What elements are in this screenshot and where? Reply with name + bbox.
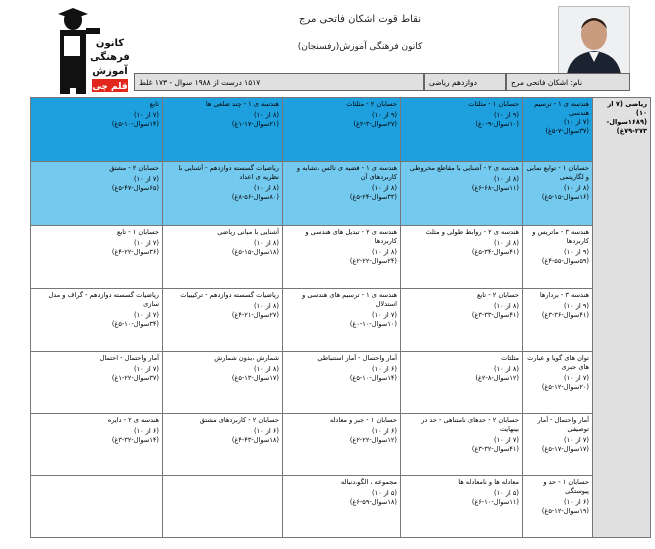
logo-word: فرهنگی <box>90 52 130 63</box>
topic-cell <box>163 162 283 226</box>
topic-answers: (۴۱سوال-۳۶-۳غ) <box>541 310 589 319</box>
topic-score: (۷ از ۱۰) <box>371 310 397 319</box>
table-row <box>31 476 651 538</box>
topic-score: (۸ از ۱۰) <box>493 364 519 373</box>
topic-cell <box>283 226 401 289</box>
topic-title: حسابان ۱ - توابع نمایی و لگاریتمی <box>526 164 589 181</box>
topic-cell-empty <box>31 476 163 538</box>
topic-score: (۹ از ۱۰) <box>371 110 397 119</box>
topic-answers: (۲۰سوال-۱۲-۵غ) <box>541 382 589 391</box>
topic-score: (۷ از ۱۰) <box>133 174 159 183</box>
topic-score: (۸ از ۱۰) <box>563 183 589 192</box>
topic-answers: (۱۸سوال-۵۹-۶غ) <box>349 497 397 506</box>
topic-score: (۵ از ۱۰) <box>371 488 397 497</box>
topic-answers: (۴۱سوال-۳۴-۵غ) <box>471 247 519 256</box>
topic-title: هندسه ۳ - بردارها <box>539 291 589 299</box>
topic-answers: (۳۳سوال-۲۴-۵غ) <box>349 192 397 201</box>
topic-cell <box>163 414 283 476</box>
topic-cell <box>523 226 593 289</box>
topic-score: (۹ از ۱۰) <box>563 247 589 256</box>
topic-cell <box>163 98 283 162</box>
topic-score: (۷ از ۱۰) <box>133 110 159 119</box>
topic-title: ریاضیات گسسته دوازدهم - گراف و مدل سازی <box>48 291 159 308</box>
topic-score: (۸ از ۱۰) <box>253 183 279 192</box>
topic-score: (۸ از ۱۰) <box>253 364 279 373</box>
topic-title: آشنایی با مبانی ریاضی <box>217 228 279 236</box>
student-grade: دوازدهم ریاضی <box>424 73 506 91</box>
topic-score: (۶ از ۱۰) <box>371 426 397 435</box>
topic-title: حسابان ۱ - تابع <box>116 228 159 236</box>
topic-cell <box>283 414 401 476</box>
topic-title: آمار واحتمال - احتمال <box>99 354 159 362</box>
topic-title: مجموعه ، الگو،دنباله <box>340 478 397 486</box>
topic-cell <box>163 289 283 352</box>
table-row <box>31 98 651 162</box>
topic-answers: (۵۹سوال-۵۵-۴غ) <box>541 256 589 265</box>
topic-score: (۹ از ۱۰) <box>493 110 519 119</box>
topic-cell <box>401 289 523 352</box>
topic-cell <box>401 162 523 226</box>
topic-answers: (۲۷سوال-۳-۲غ) <box>353 119 397 128</box>
topic-cell <box>283 162 401 226</box>
topic-answers: (۱۲سوال-۸-۲غ) <box>475 373 519 382</box>
student-stats: ۱۵۱۷ درست از ۱۹۸۸ سوال - ۱۷۳ غلط <box>134 73 424 91</box>
topic-title: ریاضیات گسسته دوازدهم - آشنایی با نظریه ی اعداد <box>178 164 279 181</box>
topic-score: (۸ از ۱۰) <box>371 247 397 256</box>
topic-title: هندسه ی ۱ - چند ضلعی ها <box>205 100 279 108</box>
topic-title: هندسه ی ۱ - ترسیم هندسی <box>534 100 589 117</box>
topic-answers: (۴۱سوال-۳۲-۳غ) <box>471 444 519 453</box>
table-row <box>31 414 651 476</box>
topic-answers: (۱۱سوال-۱۰-۶غ) <box>471 497 519 506</box>
table-row <box>31 352 651 414</box>
topic-score: (۶ از ۱۰) <box>253 426 279 435</box>
kanoon-logo <box>40 6 132 96</box>
table-row <box>31 162 651 226</box>
topic-score: (۷ از ۱۰) <box>493 435 519 444</box>
table-row <box>31 289 651 352</box>
topic-title: هندسه ی ۲ - دایره <box>107 416 159 424</box>
topic-title: حسابان ۲ - حدهای نامتناهی - حد در بینهایت <box>421 416 519 433</box>
topic-title: حسابان ۱ - جبر و معادله <box>329 416 397 424</box>
table-row <box>31 226 651 289</box>
topic-title: هندسه ۳ - ماتریس و کاربردها <box>532 228 589 245</box>
topic-cell <box>283 476 401 538</box>
topic-cell <box>523 162 593 226</box>
topic-score: (۸ از ۱۰) <box>253 238 279 247</box>
topic-title: حسابان ۲ - مثلثات <box>346 100 397 108</box>
topic-cell <box>31 226 163 289</box>
topic-title: هندسه ی ۱ - قضیه ی تالس ،تشابه و کاربردهای آن <box>296 164 397 181</box>
topic-title: شمارش ،بدون شمارش <box>214 354 279 362</box>
topic-score: (۷ از ۱۰) <box>133 364 159 373</box>
topic-answers: (۱۰سوال-۹-۰غ) <box>475 119 519 128</box>
topic-score: (۹ از ۱۰) <box>563 301 589 310</box>
topic-title: آمار واحتمال - آمار استنباطی <box>317 354 397 362</box>
topic-cell <box>523 476 593 538</box>
topic-cell <box>31 289 163 352</box>
topic-answers: (۱۴سوال-۳۲-۳غ) <box>111 435 159 444</box>
topic-cell-empty <box>163 476 283 538</box>
topic-cell <box>31 352 163 414</box>
topic-score: (۷ از ۱۰) <box>133 310 159 319</box>
topic-title: حسابان ۲ - مشتق <box>109 164 159 172</box>
topic-title: هندسه ی ۱ - ترسیم های هندسی و استدلال <box>302 291 397 308</box>
topic-answers: (۱۴سوال-۱۰-۵غ) <box>349 373 397 382</box>
topic-title: هندسه ی ۲ - روابط طولی و مثلث <box>425 228 519 236</box>
topic-title: توان های گویا و عبارت های جبری <box>527 354 589 371</box>
topic-cell <box>401 476 523 538</box>
logo-word: قلم چی <box>92 82 128 92</box>
topic-answers: (۱۱سوال-۶۸-۶غ) <box>471 183 519 192</box>
topic-cell <box>523 352 593 414</box>
topic-score: (۶ از ۱۰) <box>563 497 589 506</box>
topic-cell <box>163 226 283 289</box>
topic-title: حسابان ۲ - تابع <box>476 291 519 299</box>
student-info-bar <box>134 73 630 91</box>
topic-answers: (۲۷سوال-۲۱-۴غ) <box>231 310 279 319</box>
topic-cell <box>31 414 163 476</box>
topic-answers: (۱۸سوال-۴۳-۴غ) <box>231 435 279 444</box>
topic-answers: (۴۱سوال-۳۳-۳غ) <box>471 310 519 319</box>
topic-score: (۷ از ۱۰) <box>133 238 159 247</box>
topic-answers: (۲۴سوال-۲۲-۲غ) <box>349 256 397 265</box>
topic-answers: (۱۴سوال-۱۰-۵غ) <box>111 119 159 128</box>
topic-score: (۸ از ۱۰) <box>493 301 519 310</box>
topic-answers: (۲۱سوال-۱۷-۱غ) <box>231 119 279 128</box>
topic-score: (۷ از ۱۰) <box>563 435 589 444</box>
topic-cell <box>31 162 163 226</box>
topic-cell <box>283 352 401 414</box>
topic-score: (۸ از ۱۰) <box>253 301 279 310</box>
topic-score: (۶ از ۱۰) <box>133 426 159 435</box>
subject-cell: ریاضی (۷ از ۱۰) (۱۶۸۹سوال- ۲۷۳-۷۹غ) <box>593 98 651 538</box>
topic-cell <box>31 98 163 162</box>
topic-cell <box>283 289 401 352</box>
topic-answers: (۸۰سوال-۵۶-۸غ) <box>231 192 279 201</box>
topic-answers: (۳۷سوال-۲۲-۱غ) <box>111 373 159 382</box>
topic-score: (۸ از ۱۰) <box>253 110 279 119</box>
logo-word: آموزش <box>92 66 128 77</box>
topic-title: حسابان ۱ - مثلثات <box>468 100 519 108</box>
topic-title: معادله ها و نامعادله ها <box>458 478 519 486</box>
topic-answers: (۱۲سوال-۲۲-۲غ) <box>349 435 397 444</box>
topic-cell <box>401 352 523 414</box>
topic-cell <box>523 414 593 476</box>
topic-title: ریاضیات گسسته دوازدهم - ترکیبیات <box>180 291 279 299</box>
topic-title: هندسه ی ۲ - آشنایی با مقاطع مخروطی <box>409 164 519 172</box>
strengths-table <box>30 97 651 538</box>
logo-word: کانون <box>95 38 125 49</box>
topic-cell <box>523 98 593 162</box>
topic-cell <box>401 226 523 289</box>
topic-answers: (۱۸سوال-۱۵-۵غ) <box>231 247 279 256</box>
topic-score: (۸ از ۱۰) <box>493 238 519 247</box>
topic-title: حسابان ۱ - حد و پیوستگی <box>543 478 589 495</box>
topic-answers: (۶۵سوال-۴۷-۵غ) <box>111 183 159 192</box>
topic-answers: (۱۶سوال-۱۵-۵غ) <box>541 192 589 201</box>
topic-score: (۸ از ۱۰) <box>493 174 519 183</box>
topic-cell <box>401 414 523 476</box>
topic-title: حسابان ۲ - کاربردهای مشتق <box>199 416 279 424</box>
topic-cell <box>163 352 283 414</box>
topic-answers: (۱۰سوال-۱۰-۰غ) <box>349 319 397 328</box>
topic-title: تابع <box>149 100 159 108</box>
topic-cell <box>283 98 401 162</box>
topic-answers: (۳۴سوال-۱۰-۵غ) <box>111 319 159 328</box>
topic-cell <box>523 289 593 352</box>
topic-answers: (۱۷سوال-۱۷-۵غ) <box>541 444 589 453</box>
topic-score: (۷ از ۱۰) <box>563 373 589 382</box>
topic-title: آمار واحتمال - آمار توصیفی <box>537 416 589 433</box>
topic-score: (۵ از ۱۰) <box>493 488 519 497</box>
topic-score: (۶ از ۱۰) <box>371 364 397 373</box>
student-name: نام: اشکان فاتحی مرج <box>506 73 630 91</box>
topic-title: هندسه ی ۲ - تبدیل های هندسی و کاربردها <box>305 228 397 245</box>
page-subtitle: کانون فرهنگی آموزش(رفسنجان) <box>297 42 423 52</box>
topic-answers: (۱۷سوال-۱۳-۵غ) <box>231 373 279 382</box>
topic-answers: (۱۹سوال-۱۲-۵غ) <box>541 506 589 515</box>
topic-score: (۷ از ۱۰) <box>563 117 589 126</box>
topic-score: (۸ از ۱۰) <box>371 183 397 192</box>
student-photo <box>558 6 630 75</box>
topic-answers: (۳۷سوال-۷-۵غ) <box>545 126 589 135</box>
topic-answers: (۳۶سوال-۲۲-۴غ) <box>111 247 159 256</box>
topic-title: مثلثات <box>501 354 519 362</box>
page-title: نقاط قوت اشکان فاتحی مرج <box>298 14 421 25</box>
topic-cell <box>401 98 523 162</box>
